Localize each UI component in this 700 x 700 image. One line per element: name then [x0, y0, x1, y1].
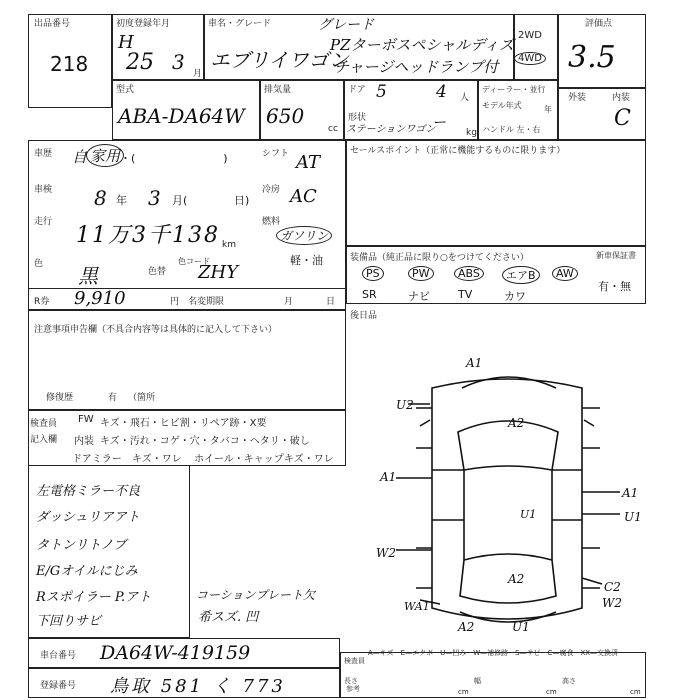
new-warranty-value: 有・無 [598, 280, 631, 293]
usage-suffix: ・( ) [120, 152, 228, 165]
weight-value: ー [432, 115, 446, 131]
mark-bottom-a2: A2 [458, 620, 475, 634]
mileage-unit: km [222, 240, 236, 250]
expiry-label: 名変期限 [188, 297, 225, 307]
mark-hood-a2: A2 [508, 416, 525, 430]
disp-value: 650 [266, 104, 305, 128]
shift-label: シフト [262, 149, 290, 159]
color-change-label: 色替 [148, 267, 167, 277]
repair-value: 有 [108, 393, 118, 403]
interior-label: 内装 [74, 436, 94, 447]
note-line-4: E/Gオイルにじみ [36, 564, 138, 579]
dims-ref1: 参考 [346, 685, 360, 693]
mark-w2-left: W2 [376, 546, 396, 560]
grade-label: グレード [318, 17, 374, 33]
mark-front-a1: A1 [466, 356, 483, 370]
model-name: エブリイワゴン [210, 48, 349, 72]
reg-year: 25 [126, 50, 154, 75]
reg-label: 初度登録年月 [116, 19, 171, 29]
equip-airbag: エアB [502, 266, 540, 284]
mark-bottom-u1: U1 [512, 620, 530, 634]
dims-length: 長さ [344, 677, 358, 685]
inspect-day-unit: 日) [234, 194, 250, 207]
score-label: 評価点 [585, 19, 613, 29]
chassis-label: 車台番号 [40, 651, 77, 661]
handle-label: ハンドル 左・右 [482, 125, 541, 134]
equip-ps: PS [362, 266, 384, 281]
wheel-items: キズ・ワレ [284, 454, 334, 465]
wheel-label: ホイール・キャップ [194, 454, 284, 465]
inspect-year: 8 [94, 186, 107, 210]
drive-4wd: 4WD [514, 52, 546, 65]
expiry-unit: 月 [284, 297, 294, 307]
equipment-label: 装備品（純正品に限り○をつけてください） [350, 253, 529, 263]
right-note-2: 希スズ. 凹 [198, 610, 259, 625]
equip-navi: ナビ [408, 290, 430, 303]
fuel-label: 燃料 [262, 217, 281, 227]
reg-month-unit: 月 [193, 69, 203, 79]
color-code-value: ZHY [198, 262, 239, 283]
ac-value: AC [290, 186, 317, 207]
damage-legend: A—キズ E—エクボ U—凹み W—補修跡 S—サビ C—腐食 XX—交換済 [368, 649, 619, 657]
mileage-value: 11万3千138 [76, 223, 220, 248]
ac-label: 冷房 [262, 185, 281, 195]
color-code-label: 色コード [178, 257, 210, 266]
year-unit: 年 [544, 105, 552, 114]
note-line-6: 下回りサビ [36, 614, 102, 629]
fuel-alt: 軽・油 [290, 254, 323, 267]
right-note-1: コーションプレート欠 [196, 588, 316, 602]
inspector-label2: 記入欄 [30, 435, 58, 445]
ext-label: 外装 [568, 93, 587, 103]
shape-value: ステーションワゴン [346, 124, 436, 135]
mark-roof-u1: U1 [520, 508, 537, 521]
dims-box [340, 652, 646, 698]
mirror-label: ドアミラー [72, 454, 122, 465]
usage-label: 車歴 [34, 149, 53, 159]
door-value: 5 [376, 82, 387, 102]
equip-pw: PW [408, 266, 434, 281]
equip-aw: AW [552, 266, 578, 281]
shape-label: 形状 [348, 113, 367, 123]
reg-month: 3 [172, 50, 185, 74]
mark-right-a1: A1 [622, 486, 639, 500]
equip-leather: カワ [504, 290, 526, 303]
note-line-3: タトンリトノブ [36, 538, 127, 553]
mark-right-u1: U1 [624, 510, 642, 524]
seats-unit: 人 [460, 93, 470, 103]
usage-prefix: 自 [72, 148, 88, 166]
mirror-items: キズ・ワレ [132, 454, 182, 465]
mark-rear-a2: A2 [508, 572, 525, 586]
dims-unit2: cm [546, 688, 557, 696]
repair-place: （箇所 [128, 393, 156, 403]
plate-label: 登録番号 [40, 681, 77, 691]
repair-label: 修復歴 [46, 393, 74, 403]
weight-unit: kg [466, 128, 477, 138]
drive-2wd: 2WD [518, 30, 542, 41]
dealer-label: ディーラー・並行 [482, 85, 546, 94]
type-label: 型式 [116, 85, 135, 95]
chassis-value: DA64W-419159 [100, 642, 251, 664]
dims-unit1: cm [458, 688, 469, 696]
mark-u2: U2 [396, 398, 414, 412]
mark-w2-right: W2 [602, 596, 622, 610]
interior-items: キズ・汚れ・コゲ・穴・タバコ・ヘタリ・破し [100, 436, 310, 447]
note-line-2: ダッシュリアアト [36, 510, 140, 525]
note-line-5: Rスポイラー P.アト [36, 590, 152, 605]
lot-label: 出品番号 [34, 19, 71, 29]
score-value: 3.5 [568, 40, 616, 75]
plate-value: 鳥取 581 く 773 [110, 676, 286, 697]
dims-unit3: cm [630, 688, 641, 696]
fuel-value: ガソリン [276, 226, 332, 245]
disp-label: 排気量 [264, 85, 292, 95]
inspect-year-unit: 年 [116, 194, 127, 207]
type-value: ABA-DA64W [118, 104, 245, 128]
door-label: ドア [348, 85, 366, 95]
dims-width: 幅 [474, 677, 481, 685]
inspector-label1: 検査員 [30, 419, 58, 429]
note-line-1: 左電格ミラー不良 [36, 484, 141, 499]
mark-c2: C2 [604, 580, 621, 594]
recycle-unit: 円 [170, 297, 180, 307]
lot-number: 218 [50, 52, 89, 76]
drive-box [514, 14, 558, 80]
dims-height: 高さ [562, 677, 576, 685]
color-value: 黒 [78, 264, 98, 288]
year-model-label: モデル年式 [482, 101, 522, 110]
sales-label: セールスポイント（正常に機能するものに限ります） [350, 146, 566, 156]
disp-unit: cc [328, 124, 338, 134]
seats-value: 4 [436, 82, 447, 102]
recycle-label: R券 [34, 297, 50, 307]
grade-line2: チャージヘッドランプ付 [334, 58, 499, 76]
equip-abs: ABS [454, 266, 484, 281]
dims-inspector: 検査員 [344, 657, 365, 665]
equip-sr: SR [362, 288, 377, 301]
fw-label: FW [78, 414, 94, 425]
notes-label: 注意事項申告欄（不具合内容等は具体的に記入して下さい） [34, 325, 278, 335]
inspect-month: 3 [148, 186, 161, 210]
shift-value: AT [296, 152, 321, 173]
usage-value: 家用 [86, 144, 124, 167]
model-label: 車名・グレード [208, 19, 272, 29]
int-label: 内装 [612, 93, 631, 103]
grade-line1: PZターボスペシャルディズ [330, 36, 515, 54]
mark-left-a1: A1 [380, 470, 397, 484]
mileage-label: 走行 [34, 217, 53, 227]
int-value: C [614, 106, 631, 131]
aftermarket-label: 後日品 [350, 311, 378, 321]
expiry-day-unit: 日 [326, 297, 336, 307]
inspect-label: 車検 [34, 185, 53, 195]
reg-era: H [118, 32, 134, 53]
mark-wa1: WA1 [404, 600, 430, 613]
equip-tv: TV [458, 288, 473, 301]
inspect-month-unit: 月( [172, 194, 188, 207]
fw-items: キズ・飛石・ヒビ割・リペア跡・X要 [100, 418, 267, 429]
recycle-value: 9,910 [74, 288, 126, 309]
new-warranty-label: 新車保証書 [596, 251, 636, 260]
color-label: 色 [34, 259, 44, 269]
